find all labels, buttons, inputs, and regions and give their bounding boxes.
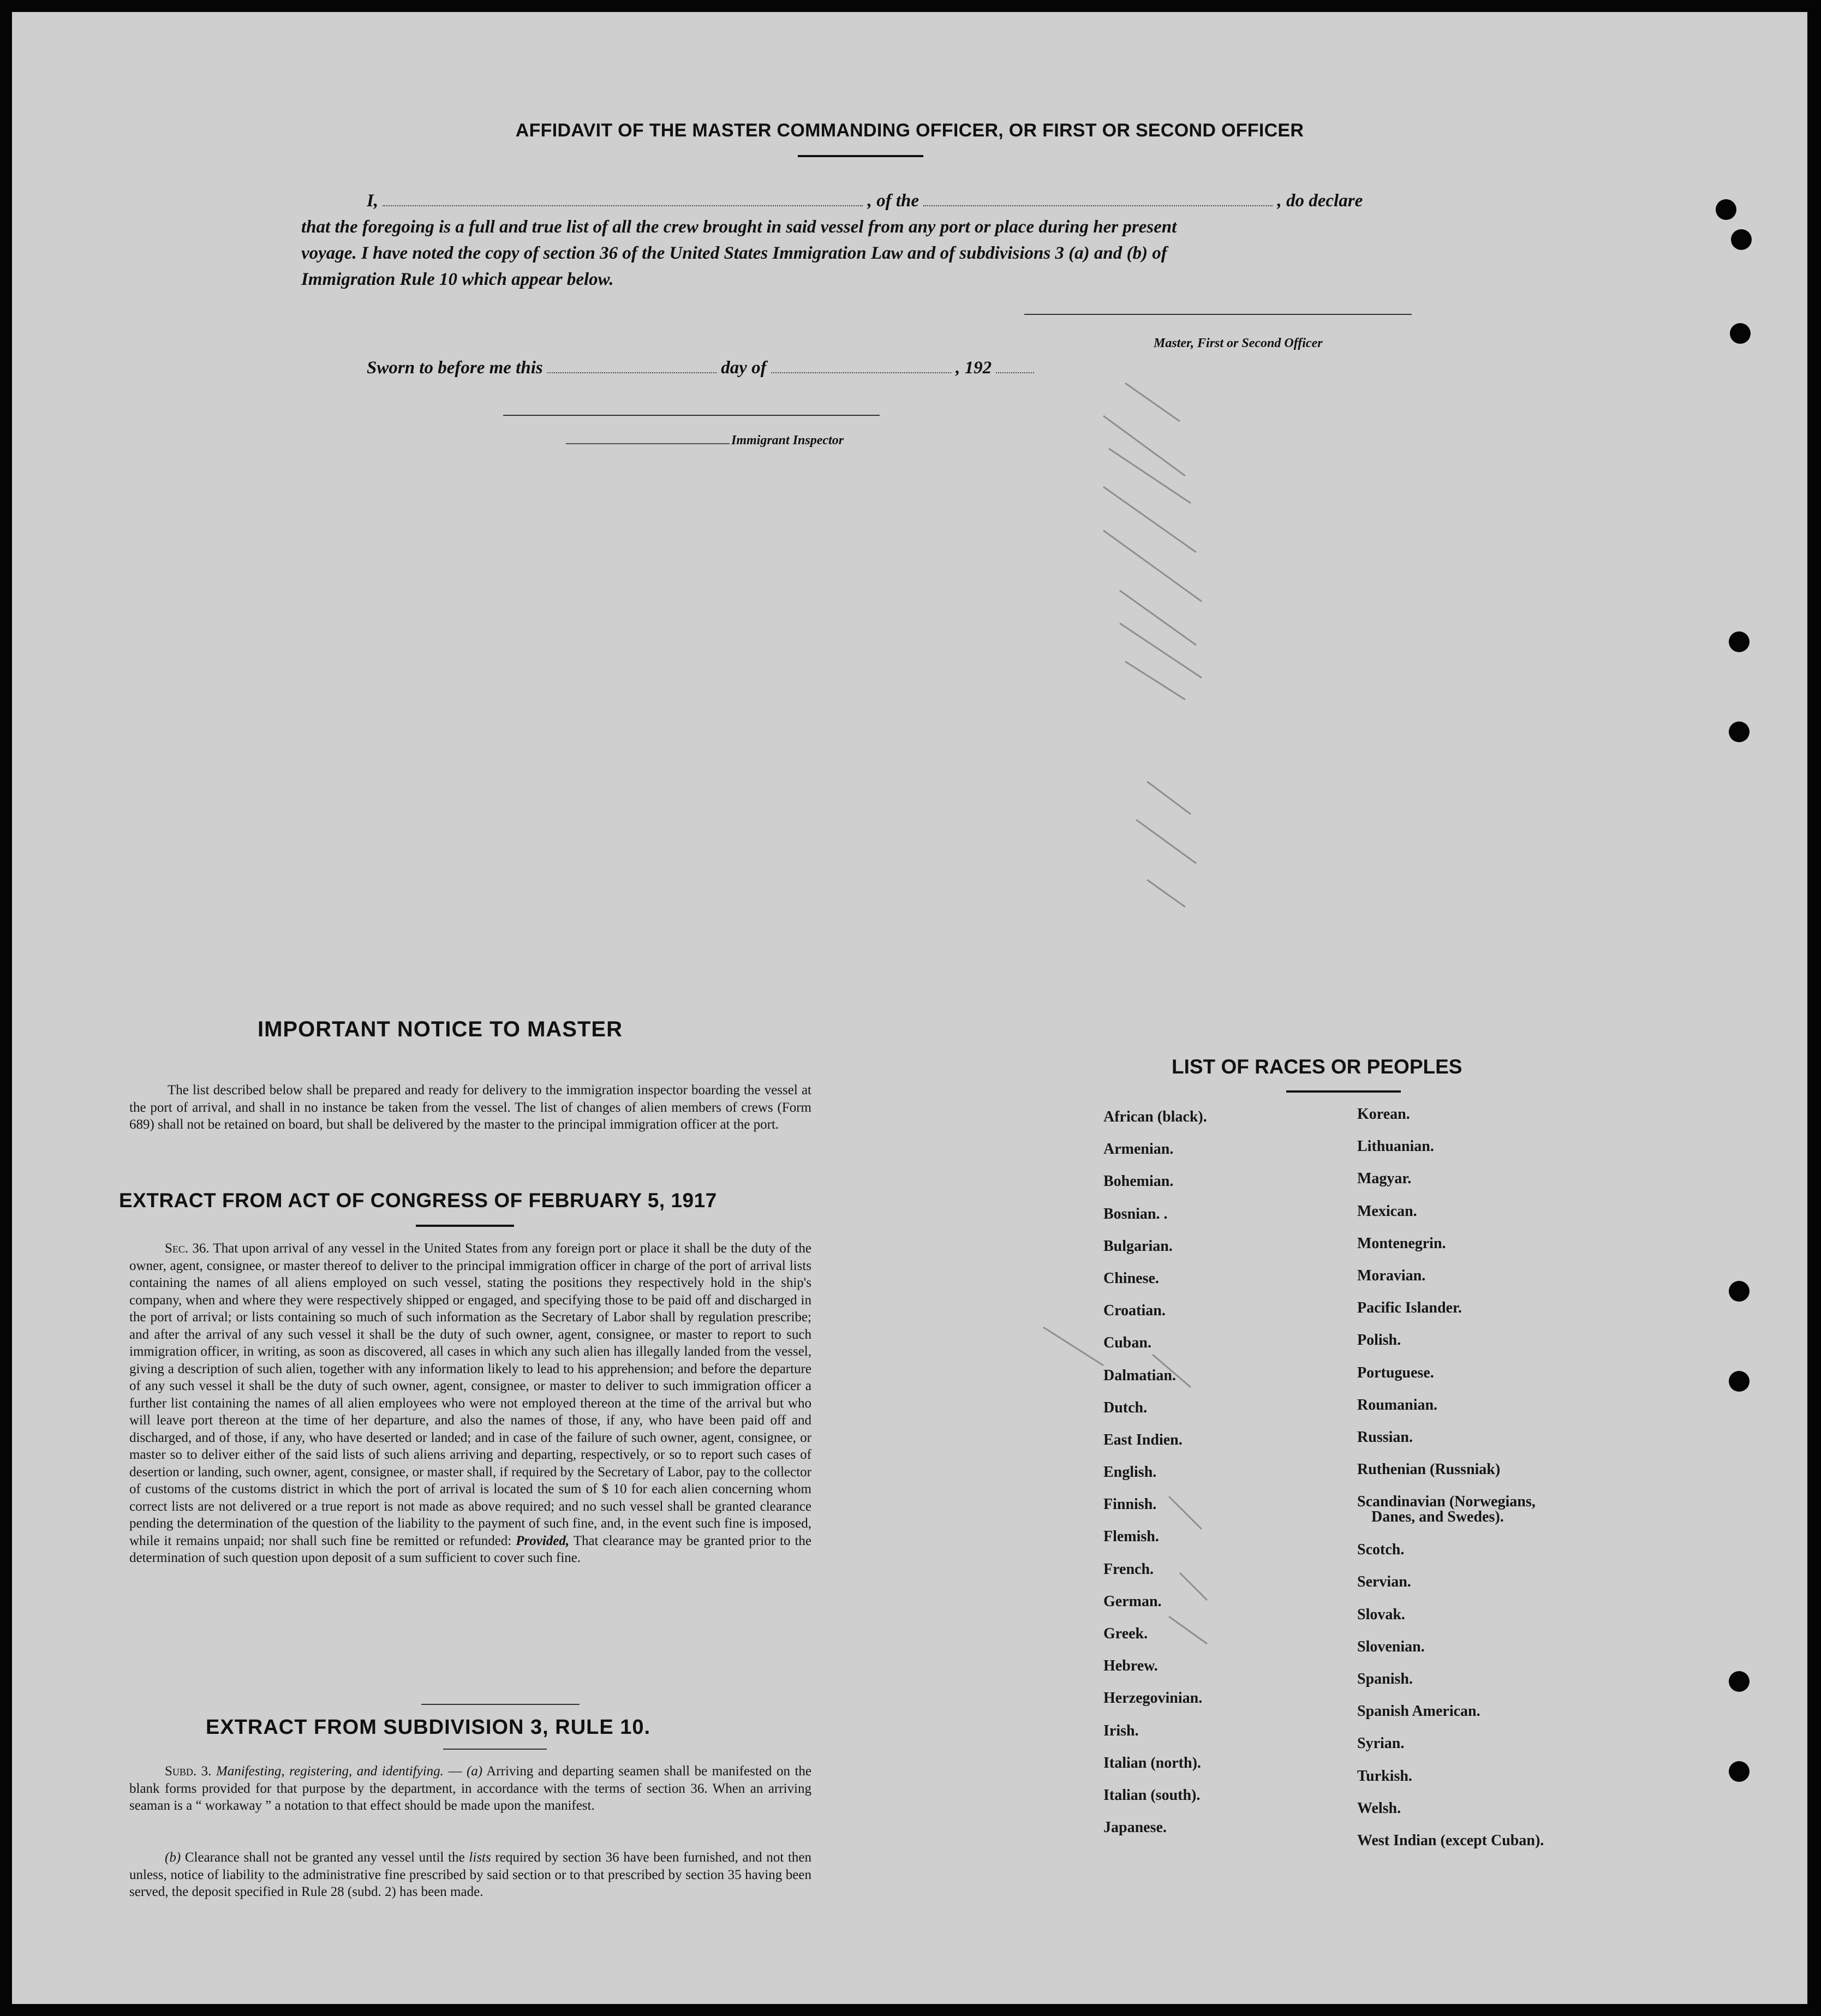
affidavit-title: AFFIDAVIT OF THE MASTER COMMANDING OFFICER, OR FIRST OR SECOND OFFICER — [515, 120, 1304, 141]
race-item: West Indian (except Cuban). — [1357, 1832, 1544, 1849]
race-item: Portuguese. — [1357, 1364, 1434, 1381]
notice-title: IMPORTANT NOTICE TO MASTER — [258, 1017, 623, 1041]
punch-hole — [1731, 229, 1752, 250]
race-item: Herzegovinian. — [1103, 1690, 1203, 1707]
document-page — [12, 12, 1807, 2004]
race-item: Irish. — [1103, 1722, 1139, 1739]
race-item: Ruthenian (Russniak) — [1357, 1461, 1501, 1478]
act-title: EXTRACT FROM ACT OF CONGRESS OF FEBRUARY 5, 1917 — [119, 1189, 717, 1212]
act-provided: Provided, — [516, 1533, 570, 1548]
punch-hole — [1730, 323, 1751, 344]
races-left-column — [1103, 1109, 1207, 1852]
rule-a-label: (a) — [466, 1764, 483, 1779]
rule-b-text-1: Clearance shall not be granted any vessel until the — [184, 1850, 465, 1865]
act-section-label: Sec. 36. — [165, 1241, 210, 1256]
punch-hole — [1729, 1371, 1750, 1392]
affidavit-line-4: Immigration Rule 10 which appear below. — [301, 270, 614, 289]
rule-title: EXTRACT FROM SUBDIVISION 3, RULE 10. — [206, 1716, 651, 1739]
race-item: Italian (north). — [1103, 1754, 1201, 1772]
sworn-year: , 192 — [956, 358, 992, 378]
rule-subd-b — [129, 1849, 811, 1901]
punch-hole — [1729, 721, 1750, 742]
race-item: Slovak. — [1357, 1606, 1405, 1623]
race-item: Dutch. — [1103, 1399, 1148, 1416]
punch-hole — [1729, 631, 1750, 652]
race-item: African (black). — [1103, 1108, 1207, 1125]
race-item: Syrian. — [1357, 1735, 1405, 1752]
race-item: Korean. — [1357, 1106, 1410, 1123]
race-item: Flemish. — [1103, 1528, 1159, 1546]
race-item: Roumanian. — [1357, 1396, 1438, 1413]
race-item: Greek. — [1103, 1625, 1148, 1642]
race-item: Finnish. — [1103, 1496, 1157, 1513]
act-title-rule — [416, 1225, 514, 1227]
race-item: Servian. — [1357, 1573, 1411, 1591]
race-item: Welsh. — [1357, 1799, 1401, 1817]
punch-hole — [1729, 1761, 1750, 1782]
race-item: Spanish. — [1357, 1671, 1413, 1687]
rule-a-text: Arriving and departing seamen shall be manifested on the blank forms provided for that purpose by the department, in accordance with the terms of section 36. When an arriving seaman is a “ workaway ” a notation to that effect should be made upon the manifest. — [129, 1764, 812, 1813]
race-item: Pacific Islander. — [1357, 1299, 1462, 1317]
rule-subd-heading: Manifesting, registering, and identifying. — [216, 1764, 444, 1779]
race-item: Cuban. — [1103, 1334, 1151, 1352]
rule-b-text-2: required by section 36 have been furnished, and not then unless, notice of liability to the administrative fine prescribed by said section or to that prescribed by section 35 having been served, the deposit specified in Rule 28 (subd. 2) has been made. — [129, 1850, 811, 1899]
race-item: German. — [1103, 1592, 1162, 1610]
rule-subd-label: Subd. 3. — [165, 1764, 212, 1779]
race-item: Chinese. — [1103, 1269, 1159, 1287]
notice-text: The list described below shall be prepared and ready for delivery to the immigration inspector boarding the vessel at the port of arrival, and shall in no instance be taken from the vessel. The list of changes of alien members of crews (Form 689) shall not be retained on board, but shall be delivered by the master to the principal immigration officer at the port. — [129, 1083, 811, 1132]
rule-b-label: (b) — [165, 1850, 181, 1865]
race-item: Hebrew. — [1103, 1657, 1158, 1675]
affidavit-i: I, — [367, 191, 379, 211]
affidavit-of-the: , of the — [867, 191, 920, 211]
race-item: Slovenian. — [1357, 1638, 1425, 1655]
act-end-rule — [421, 1704, 580, 1705]
inspector-label: Immigrant Inspector — [731, 433, 844, 448]
sworn-prefix: Sworn to before me this — [367, 358, 543, 378]
race-item: Scandinavian (Norwegians, — [1357, 1493, 1536, 1511]
rule-title-rule — [443, 1749, 547, 1750]
race-item: Turkish. — [1357, 1767, 1412, 1785]
affidavit-declare: , do declare — [1277, 191, 1363, 211]
affidavit-line-2: that the foregoing is a full and true list of all the crew brought in said vessel from any port or place during her present — [301, 217, 1177, 237]
race-item: Moravian. — [1357, 1267, 1426, 1284]
act-body-end: That clearance may be granted prior to the determination of such question upon deposit of a sum sufficient to cover such fine. — [129, 1533, 811, 1565]
master-signature-label: Master, First or Second Officer — [1154, 336, 1323, 350]
race-item: Polish. — [1357, 1332, 1401, 1349]
rule-subd-a: Subd. 3. Manifesting, registering, and identifying. — (a) Arriving and departing seamen shall be manifested on the blank forms provided for that purpose by the department, in accordance with the terms of section 36. When an arriving seaman is a “ workaway ” a notation to that effect should be made upon the manifest. — [129, 1764, 812, 1813]
race-item: English. — [1103, 1464, 1157, 1481]
race-item: Magyar. — [1357, 1170, 1412, 1188]
race-item: Bohemian. — [1103, 1173, 1174, 1190]
race-item: Dalmatian. — [1103, 1367, 1176, 1384]
races-title: LIST OF RACES OR PEOPLES — [1172, 1055, 1462, 1078]
act-body: That upon arrival of any vessel in the United States from any foreign port or place it shall be the duty of the owner, agent, consignee, or master thereof to deliver to the principal immigration officer in charge of the port of arrival lists containing the names of all aliens employed on such vessel, stating the positions they respectively hold in the ship's company, when and where they were respectively shipped or engaged, and specifying those to be paid off and discharged in the port of arrival; or lists containing so much of such information as the Secretary of Labor shall by regulation prescribe; and after the arrival of any such vessel it shall be the duty of such owner, agent, consignee, or master to report to such immigration officer, in writing, as soon as discovered, all cases in which any such alien has illegally landed from the vessel, giving a description of such alien, together with any information likely to lead to his apprehension; and before the departure of any such vessel it shall be the duty of such owner, agent, consignee, or master to deliver to such immigration officer a further list containing the names of all alien employees who were not employed thereon at the time of the arrival but who will leave port thereon at the time of her departure, and also the names of those, if any, who have been paid off and discharged, and of those, if any, who have deserted or landed; and in case of the failure of such owner, agent, consignee, or master so to deliver either of the said lists of such aliens arriving and departing, respectively, or so to report such cases of desertion or landing, such owner, agent, consignee, or master shall, if required by the Secretary of Labor, pay to the collector of customs of the customs district in which the port of arrival is located the sum of $ 10 for each alien concerning whom correct lists are not delivered or a true report is not made as above required; and no such vessel shall be granted clearance pending the determination of the question of the liability to the payment of such fine, and, in the event such fine is imposed, while it remains unpaid; nor shall such fine be remitted or refunded: — [129, 1241, 811, 1548]
races-right-column — [1357, 1106, 1544, 1865]
rule-b-lists: lists — [469, 1850, 491, 1865]
race-item: Croatian. — [1103, 1302, 1166, 1320]
race-item: Bosnian. . — [1103, 1205, 1168, 1222]
punch-hole — [1716, 199, 1736, 220]
act-text — [129, 1240, 811, 1567]
race-item: French. — [1103, 1560, 1154, 1578]
race-item: East Indien. — [1103, 1431, 1183, 1448]
race-item: Danes, and Swedes). — [1371, 1508, 1504, 1526]
race-item: Montenegrin. — [1357, 1234, 1446, 1252]
sworn-day-of: day of — [721, 358, 767, 378]
punch-hole — [1729, 1671, 1750, 1692]
race-item: Russian. — [1357, 1428, 1413, 1446]
race-item: Spanish American. — [1357, 1703, 1480, 1720]
race-item: Scotch. — [1357, 1541, 1405, 1559]
punch-hole — [1729, 1281, 1750, 1302]
race-item: Lithuanian. — [1357, 1138, 1434, 1155]
race-item: Italian (south). — [1103, 1786, 1201, 1804]
race-item: Armenian. — [1103, 1141, 1174, 1158]
races-title-rule — [1286, 1090, 1401, 1093]
race-item: Mexican. — [1357, 1202, 1417, 1220]
affidavit-line-3: voyage. I have noted the copy of section 36 of the United States Immigration Law and of subdivisions 3 (a) and (b) of — [301, 243, 1167, 263]
race-item: Japanese. — [1103, 1819, 1167, 1836]
race-item: Bulgarian. — [1103, 1237, 1173, 1255]
